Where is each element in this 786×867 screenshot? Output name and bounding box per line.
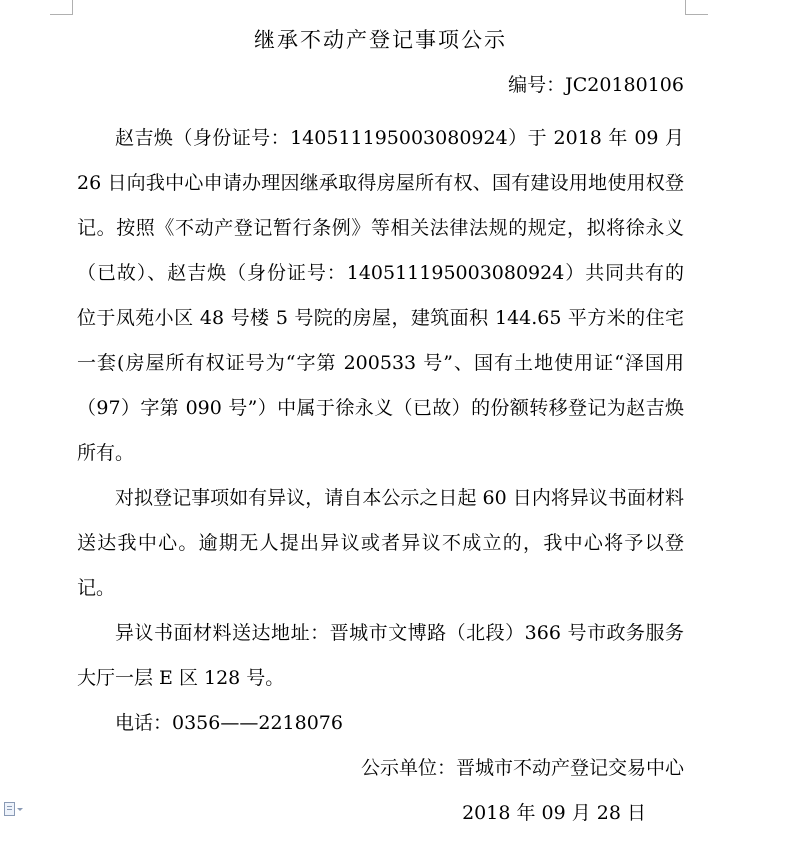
- issue-date: 2018 年 09 月 28 日: [462, 802, 646, 824]
- page-corner-mark-left: [50, 0, 73, 15]
- chevron-down-icon: [17, 808, 23, 811]
- document-icon[interactable]: [4, 801, 28, 817]
- paragraph-application: 赵吉焕（身份证号：140511195003080924）于 2018 年 09 月 26 日向我中心申请办理因继承取得房屋所有权、国有建设用地使用权登记。按照《不动产登记暂行条例》等相关法律法规的规定，拟将徐永义（已故）、赵吉焕（身份证号：140511195003080924）共同共有的位于凤苑小区 48 号楼 5 号院的房屋，建筑面积 144.65 平方米的住宅一套(房屋所有权证号为“字第 200533 号”、国有土地使用证“泽国用（97）字第 090 号”）中属于徐永义（已故）的份额转移登记为赵吉焕所有。: [77, 127, 684, 464]
- paragraph-objection: 对拟登记事项如有异议，请自本公示之日起 60 日内将异议书面材料送达我中心。逾期无人提出异议或者异议不成立的，我中心将予以登记。: [77, 487, 684, 599]
- contact-phone: 电话：0356——2218076: [115, 712, 343, 734]
- page-corner-mark-right: [685, 0, 708, 15]
- document-title: 继承不动产登记事项公示: [254, 28, 507, 52]
- document-number: 编号：JC20180106: [508, 74, 684, 96]
- paragraph-address: 异议书面材料送达地址：晋城市文博路（北段）366 号市政务服务大厅一层 E 区 128 号。: [77, 622, 684, 689]
- issuing-unit: 公示单位：晋城市不动产登记交易中心: [360, 757, 684, 779]
- document-body: [77, 116, 684, 836]
- document-sheet-icon: [4, 802, 15, 816]
